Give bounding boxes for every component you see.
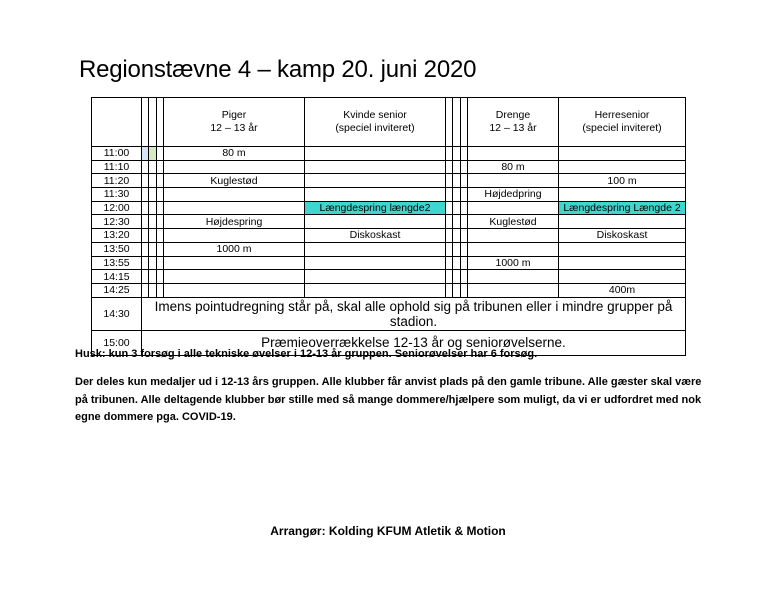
spacer-cell bbox=[149, 283, 157, 297]
spacer-cell bbox=[157, 229, 164, 243]
kvinde-senior-cell bbox=[305, 256, 446, 270]
piger-cell bbox=[164, 270, 305, 284]
announcement-text: Præmieoverrækkelse 12-13 år og seniorøvelserne. bbox=[142, 330, 686, 355]
spacer-cell bbox=[453, 98, 461, 147]
piger-cell bbox=[164, 256, 305, 270]
spacer-cell bbox=[157, 147, 164, 161]
spacer-cell bbox=[142, 256, 149, 270]
schedule-row bbox=[92, 270, 686, 284]
schedule-row bbox=[92, 256, 686, 270]
spacer-cell bbox=[461, 242, 468, 256]
spacer-cell bbox=[461, 147, 468, 161]
spacer-cell bbox=[446, 215, 453, 229]
spacer-cell bbox=[461, 160, 468, 174]
spacer-cell bbox=[446, 270, 453, 284]
spacer-cell bbox=[142, 229, 149, 243]
schedule-body bbox=[92, 98, 686, 356]
spacer-cell bbox=[453, 174, 461, 188]
spacer-cell bbox=[446, 283, 453, 297]
spacer-cell bbox=[142, 283, 149, 297]
schedule-table bbox=[91, 97, 686, 356]
spacer-cell bbox=[157, 256, 164, 270]
announcement-row bbox=[92, 297, 686, 330]
spacer-cell bbox=[142, 174, 149, 188]
spacer-cell bbox=[446, 147, 453, 161]
schedule-row bbox=[92, 160, 686, 174]
spacer-cell bbox=[157, 98, 164, 147]
herresenior-cell: Længdespring Længde 2 bbox=[559, 201, 686, 215]
schedule-row bbox=[92, 242, 686, 256]
spacer-cell bbox=[142, 215, 149, 229]
spacer-cell bbox=[461, 256, 468, 270]
schedule-row bbox=[92, 201, 686, 215]
spacer-cell bbox=[142, 98, 149, 147]
kvinde-senior-cell bbox=[305, 160, 446, 174]
herresenior-cell bbox=[559, 256, 686, 270]
time-cell: 12:30 bbox=[92, 215, 142, 229]
schedule-row bbox=[92, 215, 686, 229]
schedule-row bbox=[92, 283, 686, 297]
drenge-cell bbox=[468, 270, 559, 284]
time-cell: 13:20 bbox=[92, 229, 142, 243]
kvinde-senior-cell bbox=[305, 215, 446, 229]
spacer-cell bbox=[461, 174, 468, 188]
herresenior-cell bbox=[559, 160, 686, 174]
spacer-cell bbox=[157, 283, 164, 297]
schedule-row bbox=[92, 174, 686, 188]
spacer-cell bbox=[157, 270, 164, 284]
announcement-text: Imens pointudregning står på, skal alle ophold sig på tribunen eller i mindre grupper på stadion. bbox=[142, 297, 686, 330]
header-drenge: Drenge 12 – 13 år bbox=[468, 98, 559, 147]
spacer-cell bbox=[149, 174, 157, 188]
spacer-cell bbox=[461, 201, 468, 215]
spacer-cell bbox=[446, 160, 453, 174]
time-cell: 11:10 bbox=[92, 160, 142, 174]
spacer-cell bbox=[157, 215, 164, 229]
herresenior-cell bbox=[559, 242, 686, 256]
spacer-cell bbox=[149, 270, 157, 284]
spacer-cell bbox=[142, 147, 149, 161]
spacer-cell bbox=[142, 242, 149, 256]
piger-cell bbox=[164, 201, 305, 215]
spacer-cell bbox=[461, 98, 468, 147]
header-kvinde-senior: Kvinde senior (speciel inviteret) bbox=[305, 98, 446, 147]
spacer-cell bbox=[149, 256, 157, 270]
spacer-cell bbox=[453, 256, 461, 270]
spacer-cell bbox=[149, 98, 157, 147]
herresenior-cell bbox=[559, 147, 686, 161]
spacer-cell bbox=[149, 147, 157, 161]
herresenior-cell: 400m bbox=[559, 283, 686, 297]
time-cell: 11:00 bbox=[92, 147, 142, 161]
spacer-cell bbox=[149, 229, 157, 243]
page-title: Regionstævne 4 – kamp 20. juni 2020 bbox=[79, 56, 477, 83]
schedule-row bbox=[92, 147, 686, 161]
time-cell: 13:50 bbox=[92, 242, 142, 256]
time-cell: 12:00 bbox=[92, 201, 142, 215]
organizer-footer: Arrangør: Kolding KFUM Atletik & Motion bbox=[270, 524, 506, 538]
spacer-cell bbox=[149, 188, 157, 202]
spacer-cell bbox=[157, 188, 164, 202]
piger-cell bbox=[164, 160, 305, 174]
drenge-cell: Højdedpring bbox=[468, 188, 559, 202]
kvinde-senior-cell bbox=[305, 188, 446, 202]
time-cell: 15:00 bbox=[92, 330, 142, 355]
herresenior-cell bbox=[559, 188, 686, 202]
header-herresenior: Herresenior (speciel inviteret) bbox=[559, 98, 686, 147]
drenge-cell bbox=[468, 201, 559, 215]
spacer-cell bbox=[453, 188, 461, 202]
spacer-cell bbox=[446, 242, 453, 256]
spacer-cell bbox=[461, 229, 468, 243]
kvinde-senior-cell bbox=[305, 147, 446, 161]
drenge-cell bbox=[468, 283, 559, 297]
spacer-cell bbox=[461, 188, 468, 202]
spacer-cell bbox=[461, 283, 468, 297]
header-row bbox=[92, 98, 686, 147]
piger-cell: 1000 m bbox=[164, 242, 305, 256]
spacer-cell bbox=[453, 215, 461, 229]
spacer-cell bbox=[453, 242, 461, 256]
drenge-cell: 1000 m bbox=[468, 256, 559, 270]
spacer-cell bbox=[157, 174, 164, 188]
spacer-cell bbox=[142, 270, 149, 284]
spacer-cell bbox=[446, 98, 453, 147]
time-cell: 11:20 bbox=[92, 174, 142, 188]
spacer-cell bbox=[446, 201, 453, 215]
spacer-cell bbox=[461, 215, 468, 229]
time-cell: 14:30 bbox=[92, 297, 142, 330]
spacer-cell bbox=[446, 256, 453, 270]
spacer-cell bbox=[142, 201, 149, 215]
herresenior-cell: 100 m bbox=[559, 174, 686, 188]
herresenior-cell: Diskoskast bbox=[559, 229, 686, 243]
drenge-cell: 80 m bbox=[468, 160, 559, 174]
kvinde-senior-cell: Længdespring længde2 bbox=[305, 201, 446, 215]
spacer-cell bbox=[157, 160, 164, 174]
kvinde-senior-cell bbox=[305, 270, 446, 284]
time-cell: 13:55 bbox=[92, 256, 142, 270]
drenge-cell bbox=[468, 242, 559, 256]
spacer-cell bbox=[461, 270, 468, 284]
spacer-cell bbox=[453, 270, 461, 284]
piger-cell: 80 m bbox=[164, 147, 305, 161]
time-cell: 11:30 bbox=[92, 188, 142, 202]
spacer-cell bbox=[453, 201, 461, 215]
note-attempts: Husk: kun 3 forsøg i alle tekniske øvelser i 12-13 år gruppen. Seniorøvelser har 6 forsøg. bbox=[75, 348, 538, 360]
time-cell: 14:25 bbox=[92, 283, 142, 297]
herresenior-cell bbox=[559, 270, 686, 284]
drenge-cell bbox=[468, 147, 559, 161]
header-piger: Piger 12 – 13 år bbox=[164, 98, 305, 147]
drenge-cell bbox=[468, 174, 559, 188]
time-cell: 14:15 bbox=[92, 270, 142, 284]
spacer-cell bbox=[149, 201, 157, 215]
drenge-cell bbox=[468, 229, 559, 243]
herresenior-cell bbox=[559, 215, 686, 229]
spacer-cell bbox=[446, 174, 453, 188]
kvinde-senior-cell: Diskoskast bbox=[305, 229, 446, 243]
spacer-cell bbox=[142, 160, 149, 174]
spacer-cell bbox=[157, 201, 164, 215]
header-time bbox=[92, 98, 142, 147]
spacer-cell bbox=[446, 229, 453, 243]
note-medals: Der deles kun medaljer ud i 12-13 års gruppen. Alle klubber får anvist plads på den gamle tribune. Alle gæster skal være på tribunen. Alle deltagende klubber bør stille med så mange dommere/hjælpere som muligt, da vi er udfordret med nok egne dommere pga. COVID-19. bbox=[75, 376, 702, 423]
kvinde-senior-cell bbox=[305, 174, 446, 188]
piger-cell bbox=[164, 283, 305, 297]
kvinde-senior-cell bbox=[305, 242, 446, 256]
spacer-cell bbox=[149, 160, 157, 174]
spacer-cell bbox=[149, 242, 157, 256]
spacer-cell bbox=[446, 188, 453, 202]
schedule-row bbox=[92, 229, 686, 243]
schedule-row bbox=[92, 188, 686, 202]
piger-cell bbox=[164, 188, 305, 202]
drenge-cell: Kuglestød bbox=[468, 215, 559, 229]
piger-cell: Kuglestød bbox=[164, 174, 305, 188]
spacer-cell bbox=[453, 283, 461, 297]
kvinde-senior-cell bbox=[305, 283, 446, 297]
spacer-cell bbox=[149, 215, 157, 229]
spacer-cell bbox=[142, 188, 149, 202]
spacer-cell bbox=[453, 147, 461, 161]
spacer-cell bbox=[157, 242, 164, 256]
spacer-cell bbox=[453, 160, 461, 174]
spacer-cell bbox=[453, 229, 461, 243]
piger-cell: Højdespring bbox=[164, 215, 305, 229]
piger-cell bbox=[164, 229, 305, 243]
